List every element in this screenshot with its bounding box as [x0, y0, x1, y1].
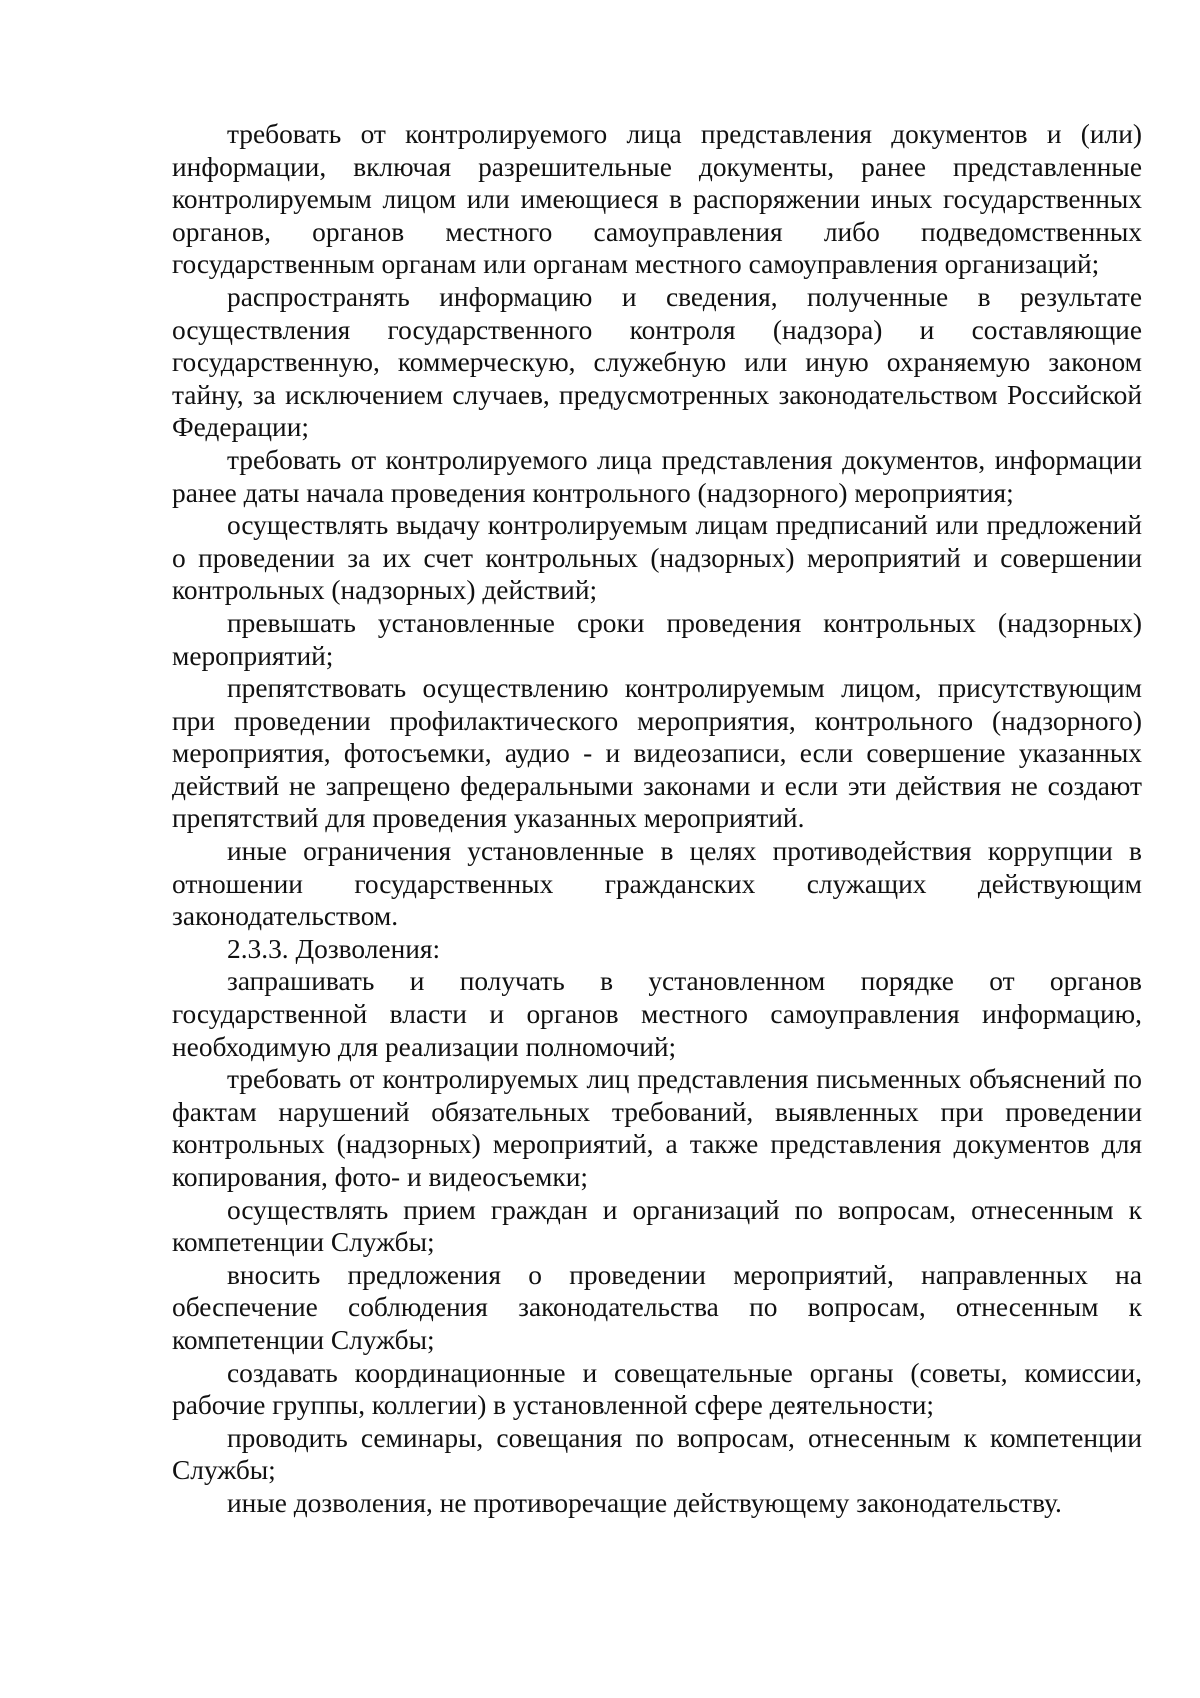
paragraph-permission-create-bodies: создавать координационные и совещательные органы (советы, комиссии, рабочие группы, коллегии) в установленной сфере деятельности;	[172, 1357, 1142, 1421]
paragraph-prohibition-issue-orders: осуществлять выдачу контролируемым лицам предписаний или предложений о проведении за их счет контрольных (надзорных) мероприятий и совершении контрольных (надзорных) действий;	[172, 510, 1142, 606]
paragraph-prohibition-disclose-secrets: распространять информацию и сведения, полученные в результате осуществления государственного контроля (надзора) и составляющие государственную, коммерческую, служебную или иную охраняемую законом тайну, за исключением случаев, предусмотренных законодательством Российской Федерации;	[172, 281, 1142, 443]
paragraph-prohibition-exceed-terms: превышать установленные сроки проведения контрольных (надзорных) мероприятий;	[172, 607, 1142, 671]
paragraph-anticorruption-restrictions: иные ограничения установленные в целях противодействия коррупции в отношении государственных гражданских служащих действующим законодательством.	[172, 836, 1142, 932]
paragraph-permission-require-explanations: требовать от контролируемых лиц представления письменных объяснений по фактам нарушений обязательных требований, выявленных при проведении контрольных (надзорных) мероприятий, а также представления документов для копирования, фото- и видеосъемки;	[172, 1064, 1142, 1192]
paragraph-permission-receive-citizens: осуществлять прием граждан и организаций по вопросам, отнесенным к компетенции Службы;	[172, 1194, 1142, 1258]
paragraph-prohibition-obstruct-recording: препятствовать осуществлению контролируемым лицом, присутствующим при проведении профилактического мероприятия, контрольного (надзорного) мероприятия, фотосъемки, аудио - и видеозаписи, если совершение указанных действий не запрещено федеральными законами и если эти действия не создают препятствий для проведения указанных мероприятий.	[172, 673, 1142, 834]
document-page	[172, 118, 1142, 1520]
paragraph-prohibition-request-documents: требовать от контролируемого лица представления документов и (или) информации, включая разрешительные документы, ранее представленные контролируемым лицом или имеющиеся в распоряжении иных государственных органов, органов местного самоуправления либо подведомственных государственным органам или органам местного самоуправления организаций;	[172, 119, 1142, 280]
section-heading-permissions: 2.3.3. Дозволения:	[227, 933, 441, 964]
paragraph-permission-hold-seminars: проводить семинары, совещания по вопросам, отнесенным к компетенции Службы;	[172, 1422, 1142, 1486]
paragraph-prohibition-early-documents: требовать от контролируемого лица представления документов, информации ранее даты начала проведения контрольного (надзорного) мероприятия;	[172, 444, 1142, 508]
paragraph-permission-make-proposals: вносить предложения о проведении мероприятий, направленных на обеспечение соблюдения законодательства по вопросам, отнесенным к компетенции Службы;	[172, 1259, 1142, 1355]
paragraph-permission-request-information: запрашивать и получать в установленном порядке от органов государственной власти и органов местного самоуправления информацию, необходимую для реализации полномочий;	[172, 966, 1142, 1062]
paragraph-permission-other: иные дозволения, не противоречащие действующему законодательству.	[227, 1487, 1062, 1518]
